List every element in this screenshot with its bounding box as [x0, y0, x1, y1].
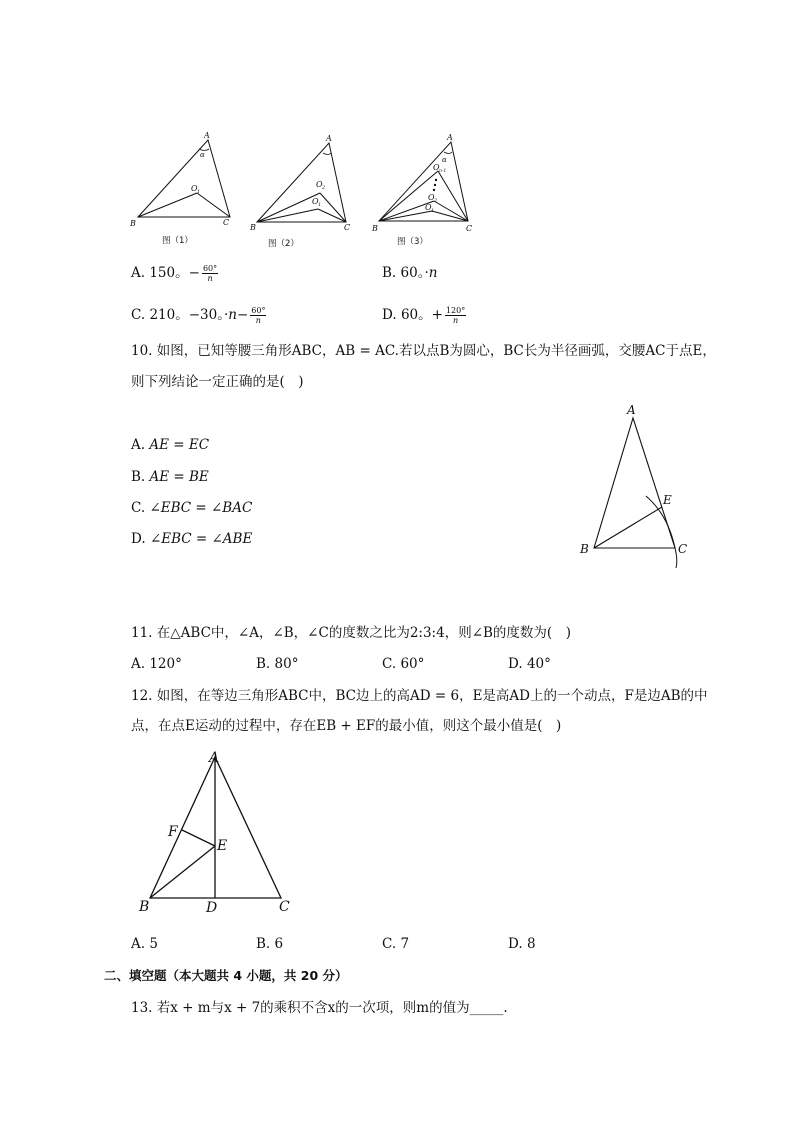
q9-option-c-label: C.	[131, 307, 146, 323]
q9-option-c-var: n	[228, 307, 237, 323]
q9-f2-label-B: B	[250, 223, 256, 232]
q9-f1-alpha: α	[200, 151, 205, 159]
q12-label-C: C	[279, 899, 290, 915]
q9-option-b-text: 60。·	[400, 265, 429, 281]
q12-label-F: F	[168, 824, 178, 840]
q10-option-a-text: AE = EC	[149, 437, 210, 453]
q13-stem: 13. 若x + m与x + 7的乘积不含x的一次项，则m的值为_____.	[131, 1000, 508, 1016]
q11-option-c-label: C.	[382, 656, 397, 672]
section-2-title: 二、填空题（本大题共 4 小题，共 20 分）	[104, 968, 348, 983]
q10-option-d-label: D.	[131, 531, 146, 547]
q9-f2-label-C: C	[344, 223, 351, 232]
q10-option-a[interactable]	[131, 436, 209, 454]
q9-f3-label-O2-sub: 2	[434, 198, 438, 204]
q12-label-E: E	[217, 838, 228, 854]
q9-f2-label-O2: O	[316, 180, 323, 189]
q9-option-c-text2: −	[236, 307, 249, 323]
q11-option-a-label: A.	[131, 656, 146, 672]
q10-option-d[interactable]	[131, 530, 252, 548]
q9-option-c-numerator: 60°	[251, 306, 266, 315]
q12-stem-line1: 12. 如图，在等边三角形ABC中，BC边上的高AD = 6，E是高AD上的一个动点，F是边AB的中	[131, 688, 708, 704]
q12-option-a[interactable]	[131, 935, 158, 953]
q9-f3-label-A: A	[447, 133, 453, 142]
q12-figure	[130, 745, 305, 920]
q10-option-c-label: C.	[131, 500, 146, 516]
q12-label-D: D	[206, 900, 218, 916]
q9-option-a-numerator: 60°	[202, 264, 218, 273]
q9-option-a[interactable]	[131, 264, 218, 283]
q9-f2-label-A: A	[326, 134, 332, 143]
q9-f3-label-O2: O	[428, 193, 435, 202]
q9-f3-label-On-sub: n-1	[439, 169, 447, 174]
q10-label-A: A	[627, 403, 636, 417]
q11-option-b-text: 80°	[274, 656, 299, 672]
q11-stem: 11. 在△ABC中，∠A，∠B，∠C的度数之比为2:3:4，则∠B的度数为( )	[131, 625, 571, 641]
q9-figure-3	[371, 133, 472, 247]
q9-option-b[interactable]	[382, 264, 437, 282]
q9-option-b-label: B.	[382, 265, 397, 281]
q12-option-b-label: B.	[256, 936, 271, 952]
q11-option-b-label: B.	[256, 656, 271, 672]
q9-option-c-denominator: n	[255, 316, 261, 325]
q12-option-a-text: 5	[149, 936, 158, 952]
q11-option-a-text: 120°	[149, 656, 182, 672]
q9-option-a-fraction	[202, 264, 218, 283]
q9-option-c-fraction	[250, 306, 266, 325]
q9-f3-caption: 图（3）	[397, 237, 428, 247]
q9-option-d[interactable]	[382, 306, 466, 325]
q11-option-c[interactable]	[382, 655, 424, 673]
q10-option-b-text: AE = BE	[149, 469, 209, 485]
q9-figure-2	[249, 134, 350, 249]
q9-option-c[interactable]	[131, 306, 266, 325]
q9-f1-caption: 图（1）	[162, 236, 193, 246]
q12-option-b[interactable]	[256, 935, 283, 953]
q10-stem-line2: 则下列结论一定正确的是( )	[131, 374, 304, 390]
q9-f3-label-C: C	[466, 224, 473, 233]
q10-figure	[570, 400, 700, 575]
q9-figure-1	[129, 131, 230, 246]
q9-f2-label-O1: O	[312, 197, 319, 206]
q12-option-d[interactable]	[508, 935, 536, 953]
q9-f2-caption: 图（2）	[268, 239, 299, 249]
q10-stem-line1: 10. 如图，已知等腰三角形ABC，AB = AC.若以点B为圆心，BC长为半径画弧，交腰AC于点E，	[131, 343, 716, 359]
q10-label-B: B	[580, 542, 589, 556]
q10-label-E: E	[663, 493, 672, 507]
q12-option-c-text: 7	[400, 936, 410, 952]
q12-option-b-text: 6	[274, 936, 284, 952]
q9-f3-label-O1: O	[425, 203, 432, 212]
q9-option-a-label: A.	[131, 265, 146, 281]
q11-option-c-text: 60°	[400, 656, 425, 672]
q9-option-d-text: 60。+	[400, 307, 443, 323]
q10-option-b-label: B.	[131, 469, 146, 485]
q9-f1-label-O: O	[191, 184, 198, 193]
q11-option-a[interactable]	[131, 655, 182, 673]
q12-label-B: B	[139, 899, 150, 915]
q9-f1-label-C: C	[223, 218, 230, 227]
q10-option-c[interactable]	[131, 499, 252, 517]
q11-option-d-label: D.	[508, 656, 523, 672]
q9-option-d-denominator: n	[453, 316, 459, 325]
q9-f1-label-B: B	[130, 219, 136, 228]
q10-option-c-text: ∠EBC = ∠BAC	[149, 500, 253, 516]
q9-f3-label-B: B	[372, 224, 378, 233]
q9-f2-label-O1-sub: 1	[318, 202, 322, 208]
q12-option-d-text: 8	[526, 936, 536, 952]
q10-option-d-text: ∠EBC = ∠ABE	[149, 531, 253, 547]
q12-option-c-label: C.	[382, 936, 397, 952]
q10-option-a-label: A.	[131, 437, 146, 453]
q9-option-d-fraction	[445, 306, 466, 325]
q9-option-d-numerator: 120°	[445, 306, 466, 315]
q9-option-d-label: D.	[382, 307, 397, 323]
q9-option-c-text: 210。−30。·	[149, 307, 229, 323]
q11-option-d-text: 40°	[526, 656, 551, 672]
q9-figures	[120, 125, 490, 250]
q10-label-C: C	[678, 542, 688, 556]
q9-option-a-denominator: n	[207, 274, 213, 283]
q9-f3-alpha: α	[442, 156, 447, 164]
q9-option-a-text: 150。−	[149, 265, 200, 281]
q10-option-b[interactable]	[131, 468, 209, 486]
q9-option-b-var: n	[428, 265, 438, 281]
q9-f3-label-On: O	[433, 163, 440, 172]
q12-stem-line2: 点，在点E运动的过程中，存在EB + EF的最小值，则这个最小值是( )	[131, 718, 562, 734]
q9-f1-label-O-sub: 1	[197, 189, 201, 195]
q9-f1-label-A: A	[204, 131, 210, 140]
q9-f2-label-O2-sub: 2	[322, 185, 326, 191]
q12-option-d-label: D.	[508, 936, 523, 952]
q12-option-c[interactable]	[382, 935, 409, 953]
q9-f3-label-O1-sub: 1	[431, 208, 435, 214]
q11-option-b[interactable]	[256, 655, 298, 673]
q12-option-a-label: A.	[131, 936, 146, 952]
q12-label-A: A	[209, 750, 220, 766]
q11-option-d[interactable]	[508, 655, 551, 673]
